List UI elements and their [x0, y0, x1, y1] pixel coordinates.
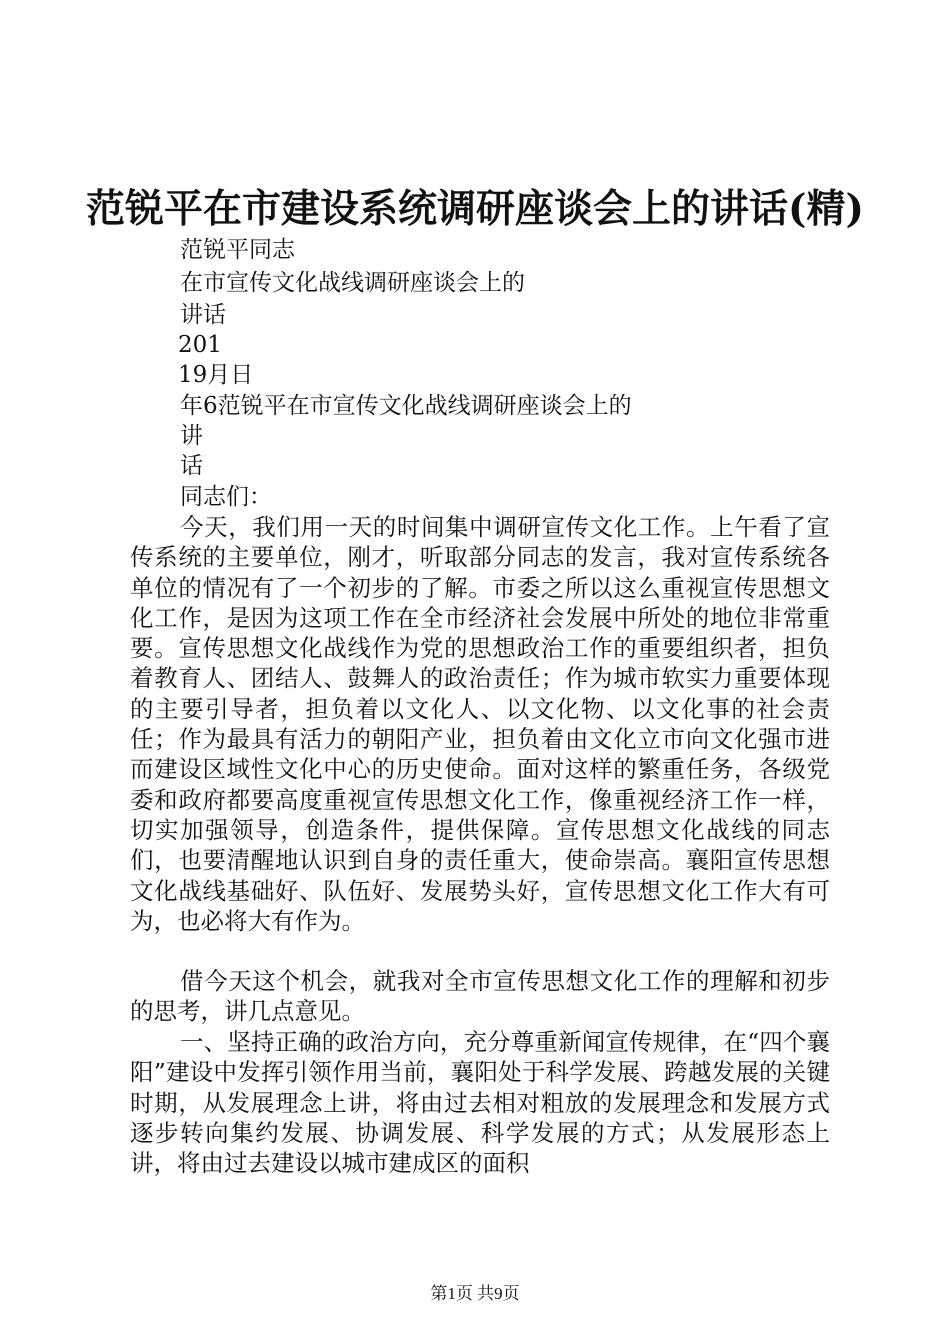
- body-paragraph: 一、坚持正确的政治方向，充分尊重新闻宣传规律，在“四个襄阳”建设中发挥引领作用当前，襄阳处于科学发展、跨越发展的关键时期，从发展理念上讲，将由过去相对粗放的发展理念和发展方式逐步转向集约发展、协调发展、科学发展的方式；从发展形态上讲，将由过去建设以城市建成区的面积: [130, 1028, 830, 1178]
- meta-line: 在市宣传文化战线调研座谈会上的: [180, 270, 525, 296]
- meta-line: 同志们：: [180, 484, 272, 510]
- body-paragraph: 借今天这个机会，就我对全市宣传思想文化工作的理解和初步的思考，讲几点意见。: [130, 967, 830, 1026]
- meta-line: 年6范锐平在市宣传文化战线调研座谈会上的: [180, 393, 632, 419]
- meta-line: 讲话: [180, 302, 226, 328]
- body-paragraph: 今天，我们用一天的时间集中调研宣传文化工作。上午看了宣传系统的主要单位，刚才，听取部分同志的发言，我对宣传系统各单位的情况有了一个初步的了解。市委之所以这么重视宣传思想文化工作，是因为这项工作在全市经济社会发展中所处的地位非常重要。宣传思想文化战线作为党的思想政治工作的重要组织者，担负着教育人、团结人、鼓舞人的政治责任；作为城市软实力重要体现的主要引导者，担负着以文化人、以文化物、以文化事的社会责任；作为最具有活力的朝阳产业，担负着由文化立市向文化强市进而建设区域性文化中心的历史使命。面对这样的繁重任务，各级党委和政府都要高度重视宣传思想文化工作，像重视经济工作一样，切实加强领导，创造条件，提供保障。宣传思想文化战线的同志们，也要清醒地认识到自身的责任重大，使命崇高。襄阳宣传思想文化战线基础好、队伍好、发展势头好，宣传思想文化工作大有可为，也必将大有作为。: [130, 513, 830, 935]
- meta-line: 范锐平同志: [180, 237, 295, 263]
- document-title: 范锐平在市建设系统调研座谈会上的讲话(精): [86, 186, 864, 232]
- meta-line: 话: [180, 453, 203, 479]
- meta-line: 201: [178, 332, 222, 358]
- meta-line: 讲: [180, 423, 203, 449]
- page-footer: 第1页 共9页: [430, 1284, 520, 1303]
- meta-line: 19月日: [178, 362, 254, 388]
